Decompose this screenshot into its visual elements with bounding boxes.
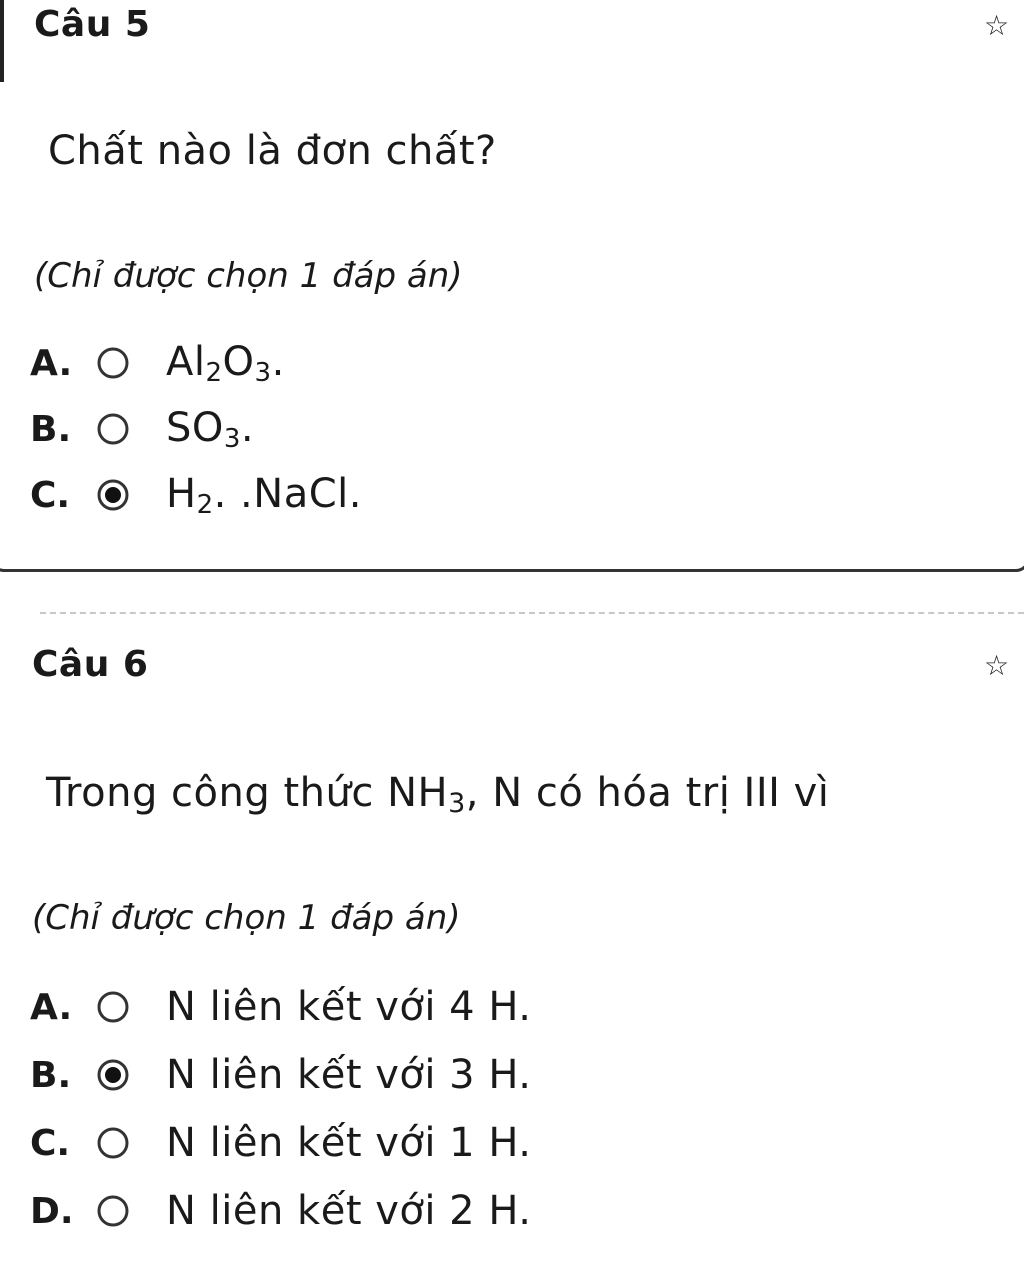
radio-unselected-icon[interactable] xyxy=(88,404,138,454)
option-d[interactable] xyxy=(30,1186,531,1236)
option-a[interactable] xyxy=(30,982,531,1032)
question-text: Trong công thức $NH_3$, N có hóa trị III vì xyxy=(46,770,830,819)
option-letter: D. xyxy=(30,1190,74,1232)
section-divider xyxy=(40,612,1024,614)
question-text: Chất nào là đơn chất? xyxy=(48,128,497,174)
option-letter: A. xyxy=(30,986,73,1028)
option-label: N liên kết với 3 H. xyxy=(166,1052,532,1098)
radio-unselected-icon[interactable] xyxy=(88,1186,138,1236)
question-hint: (Chỉ được chọn 1 đáp án) xyxy=(32,898,461,938)
option-label: $Al_2O_3$. xyxy=(166,338,285,388)
option-letter: C. xyxy=(30,1122,71,1164)
question-title: Câu 6 xyxy=(32,644,149,685)
radio-selected-icon[interactable] xyxy=(88,1050,138,1100)
option-label: N liên kết với 2 H. xyxy=(166,1188,532,1234)
question-title: Câu 5 xyxy=(34,4,151,45)
option-c[interactable] xyxy=(30,1118,531,1168)
option-b[interactable] xyxy=(30,404,254,454)
radio-unselected-icon[interactable] xyxy=(88,1118,138,1168)
option-letter: A. xyxy=(30,342,73,384)
option-label: $SO_3$. xyxy=(166,404,255,454)
star-outline-icon[interactable]: ☆ xyxy=(984,649,1010,682)
option-letter: B. xyxy=(30,1054,72,1096)
option-c[interactable] xyxy=(30,470,362,520)
option-label: $H_2$. .NaCl. xyxy=(166,470,362,520)
option-letter: C. xyxy=(30,474,71,516)
star-outline-icon[interactable]: ☆ xyxy=(984,9,1010,42)
radio-selected-icon[interactable] xyxy=(88,470,138,520)
question-hint: (Chỉ được chọn 1 đáp án) xyxy=(34,256,463,296)
radio-unselected-icon[interactable] xyxy=(88,982,138,1032)
option-label: N liên kết với 4 H. xyxy=(166,984,532,1030)
option-label: N liên kết với 1 H. xyxy=(166,1120,532,1166)
option-letter: B. xyxy=(30,408,72,450)
radio-unselected-icon[interactable] xyxy=(88,338,138,388)
option-a[interactable] xyxy=(30,338,285,388)
option-b[interactable] xyxy=(30,1050,531,1100)
card-left-accent xyxy=(0,0,4,82)
